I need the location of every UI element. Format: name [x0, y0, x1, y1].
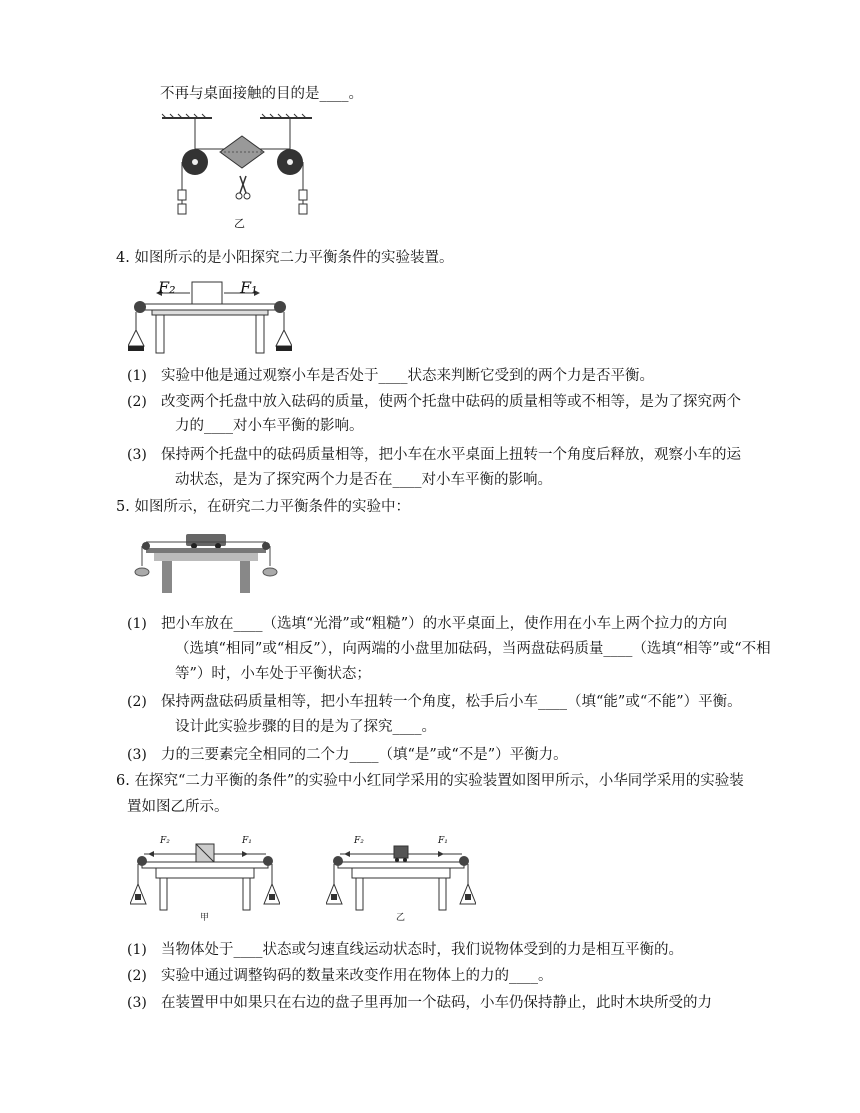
- q5-part-3-number: (3): [127, 747, 147, 763]
- q6-part-2-line-1: 实验中通过调整钩码的数量来改变作用在物体上的力的____。: [161, 968, 553, 984]
- q4-stem: 4. 如图所示的是小阳探究二力平衡条件的实验装置。: [116, 250, 454, 266]
- q4-part-2-line-1: 改变两个托盘中放入砝码的质量，使两个托盘中砝码的质量相等或不相等，是为了探究两个: [161, 394, 741, 410]
- q4-table-figure: [128, 276, 292, 358]
- q5-part-2-line-2: 设计此实验步骤的目的是为了探究____。: [175, 719, 436, 735]
- q5-part-1-line-2: （选填“相同”或“相反”），向两端的小盘里加砝码，当两盘砝码质量____（选填“相等”或“不相: [175, 641, 771, 657]
- q5-part-3-line-1: 力的三要素完全相同的二个力____（填“是”或“不是”）平衡力。: [161, 747, 568, 763]
- q6-part-3-number: (3): [127, 995, 147, 1011]
- q4-part-1-line-1: 实验中他是通过观察小车是否处于____状态来判断它受到的两个力是否平衡。: [161, 368, 654, 384]
- force-label-f1: F₁: [240, 278, 258, 297]
- q4-part-3-line-2: 动状态，是为了探究两个力是否在____对小车平衡的影响。: [175, 472, 552, 488]
- figure-label-yi: 乙: [234, 217, 245, 230]
- figure-label-yi-q6: 乙: [396, 913, 406, 923]
- q5-part-1-line-1: 把小车放在____（选填“光滑”或“粗糙”）的水平桌面上，使作用在小车上两个拉力的方向: [161, 616, 728, 632]
- q6-stem-line-1: 6. 在探究“二力平衡的条件”的实验中小红同学采用的实验装置如图甲所示，小华同学采用的实验装: [116, 773, 744, 789]
- force-label-f2: F₂: [158, 278, 176, 297]
- q4-part-2-number: (2): [127, 394, 147, 410]
- q6-jia-f1-label: F₁: [242, 836, 252, 846]
- q4-part-2-line-2: 力的____对小车平衡的影响。: [175, 418, 364, 434]
- q6-figure-yi: [326, 834, 476, 926]
- q4-part-3-line-1: 保持两个托盘中的砝码质量相等，把小车在水平桌面上扭转一个角度后释放，观察小车的运: [161, 447, 741, 463]
- q6-part-2-number: (2): [127, 968, 147, 984]
- q5-part-2-number: (2): [127, 694, 147, 710]
- figure-label-jia: 甲: [200, 913, 210, 923]
- q5-part-1-line-3: 等”）时，小车处于平衡状态；: [175, 666, 371, 682]
- q6-part-1-number: (1): [127, 942, 147, 958]
- q6-yi-f1-label: F₁: [438, 836, 448, 846]
- q5-part-2-line-1: 保持两盘砝码质量相等，把小车扭转一个角度，松手后小车____（填“能”或“不能”）平衡。: [161, 694, 742, 710]
- q5-stem: 5. 如图所示，在研究二力平衡条件的实验中：: [116, 499, 410, 515]
- pulley-card-figure: [160, 112, 320, 234]
- q6-part-3-line-1: 在装置甲中如果只在右边的盘子里再加一个砝码，小车仍保持静止，此时木块所受的力: [161, 995, 712, 1011]
- q6-part-1-line-1: 当物体处于____状态或匀速直线运动状态时，我们说物体受到的力是相互平衡的。: [161, 942, 683, 958]
- q6-jia-f2-label: F₂: [160, 836, 170, 846]
- q4-part-1-number: (1): [127, 368, 147, 384]
- q4-part-3-number: (3): [127, 447, 147, 463]
- q5-table-photo: [132, 526, 280, 596]
- q6-figure-jia: [130, 834, 280, 926]
- q6-stem-line-2: 置如图乙所示。: [127, 799, 229, 815]
- q5-part-1-number: (1): [127, 616, 147, 632]
- q6-yi-f2-label: F₂: [354, 836, 364, 846]
- q3-tail-text: 不再与桌面接触的目的是____。: [160, 86, 363, 102]
